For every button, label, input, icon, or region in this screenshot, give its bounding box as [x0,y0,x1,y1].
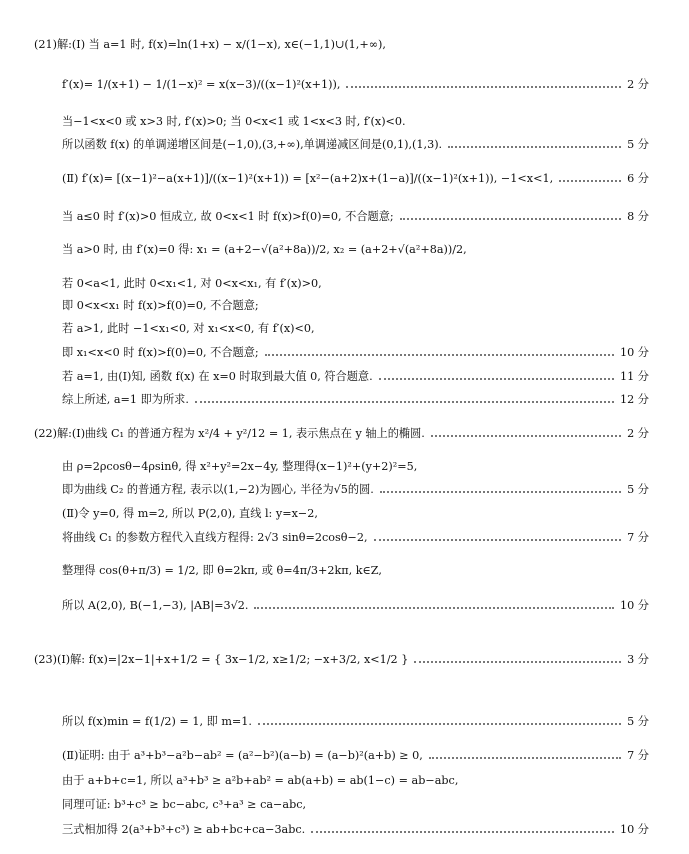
score-label: 6 分 [627,172,649,185]
line-text: 综上所述, a=1 即为所求. [62,393,189,406]
dot-leader [311,831,614,833]
line-text: 所以 A(2,0), B(−1,−3), |AB|=3√2. [62,599,249,612]
solution-line [62,391,649,407]
dot-leader [380,491,621,493]
line-text: 当 a>0 时, 由 f′(x)=0 得: x₁ = (a+2−√(a²+8a))/2, x₂ = (a+2+√(a²+8a))/2, [62,243,467,256]
score-label: 5 分 [627,138,649,151]
score-label: 5 分 [627,483,649,496]
score-label: 2 分 [627,78,649,91]
solution-line [62,76,649,92]
solution-line [62,320,641,336]
solution-line [62,796,641,812]
score-label: 2 分 [627,427,649,440]
score-label: 12 分 [620,393,649,406]
score-label: 10 分 [620,346,649,359]
line-text: 将曲线 C₁ 的参数方程代入直线方程得: 2√3 sinθ=2cosθ−2, [62,531,368,544]
dot-leader [414,661,621,663]
solution-line [62,597,649,613]
solution-line [34,651,649,667]
line-text: 当 a≤0 时 f′(x)>0 恒成立, 故 0<x<1 时 f(x)>f(0)=0, 不合题意; [62,210,394,223]
dot-leader [559,180,621,182]
dot-leader [400,218,621,220]
solution-line [62,275,641,291]
dot-leader [448,146,621,148]
solution-line [62,505,641,521]
solution-line [62,344,649,360]
solution-line [62,713,649,729]
line-text: 由于 a+b+c=1, 所以 a³+b³ ≥ a²b+ab² = ab(a+b) = ab(1−c) = ab−abc, [62,774,459,787]
score-label: 8 分 [627,210,649,223]
solution-line [62,368,649,384]
line-text: f′(x)= 1/(x+1) − 1/(1−x)² = x(x−3)/((x−1)²(x+1)), [62,77,341,91]
solution-line [62,821,649,837]
dot-leader [346,86,621,88]
solution-line [34,36,641,52]
line-text: (21)解:(Ⅰ) 当 a=1 时, f(x)=ln(1+x) − x/(1−x), x∈(−1,1)∪(1,+∞), [34,38,386,51]
score-label: 10 分 [620,599,649,612]
line-text: (Ⅱ)证明: 由于 a³+b³−a²b−ab² = (a²−b²)(a−b) = (a−b)²(a+b) ≥ 0, [62,749,423,762]
line-text: 同理可证: b³+c³ ≥ bc−abc, c³+a³ ≥ ca−abc, [62,798,307,811]
line-text: 若 a=1, 由(Ⅰ)知, 函数 f(x) 在 x=0 时取到最大值 0, 符合题意. [62,370,373,383]
solution-line [62,113,641,129]
score-label: 5 分 [627,715,649,728]
score-label: 10 分 [620,823,649,836]
solution-line [62,772,641,788]
dot-leader [431,435,621,437]
solution-line [62,208,649,224]
solution-line [62,170,649,186]
solution-line [62,297,641,313]
dot-leader [379,378,614,380]
solution-line [62,458,641,474]
line-text: (23)(Ⅰ)解: f(x)=|2x−1|+x+1/2 = { 3x−1/2, x≥1/2; −x+3/2, x<1/2 } [34,653,409,666]
line-text: 若 0<a<1, 此时 0<x₁<1, 对 0<x<x₁, 有 f′(x)>0, [62,277,322,290]
dot-leader [254,607,614,609]
line-text: (Ⅱ) f′(x)= [(x−1)²−a(x+1)]/((x−1)²(x+1)) = [x²−(a+2)x+(1−a)]/((x−1)²(x+1)), −1<x<1, [62,171,554,185]
line-text: 即 x₁<x<0 时 f(x)>f(0)=0, 不合题意; [62,346,259,359]
solution-line [62,747,649,763]
line-text: (Ⅱ)令 y=0, 得 m=2, 所以 P(2,0), 直线 l: y=x−2, [62,507,318,520]
line-text: 所以 f(x)min = f(1/2) = 1, 即 m=1. [62,715,252,728]
line-text: 若 a>1, 此时 −1<x₁<0, 对 x₁<x<0, 有 f′(x)<0, [62,322,315,335]
solution-line [62,481,649,497]
dot-leader [265,354,614,356]
dot-leader [429,757,621,759]
dot-leader [258,723,621,725]
score-label: 11 分 [620,370,649,383]
line-text: 即为曲线 C₂ 的普通方程, 表示以(1,−2)为圆心, 半径为√5的圆. [62,483,374,496]
solution-line [62,136,649,152]
line-text: 所以函数 f(x) 的单调递增区间是(−1,0),(3,+∞),单调递减区间是(0,1),(1,3). [62,138,443,151]
solution-line [62,241,641,257]
solution-line [62,562,641,578]
line-text: (22)解:(Ⅰ)曲线 C₁ 的普通方程为 x²/4 + y²/12 = 1, 表示焦点在 y 轴上的椭圆. [34,427,425,440]
line-text: 即 0<x<x₁ 时 f(x)>f(0)=0, 不合题意; [62,299,259,312]
line-text: 当−1<x<0 或 x>3 时, f′(x)>0; 当 0<x<1 或 1<x<3 时, f′(x)<0. [62,115,406,128]
score-label: 7 分 [627,749,649,762]
score-label: 3 分 [627,653,649,666]
solution-line [62,529,649,545]
score-label: 7 分 [627,531,649,544]
line-text: 三式相加得 2(a³+b³+c³) ≥ ab+bc+ca−3abc. [62,823,306,836]
dot-leader [195,401,614,403]
line-text: 由 ρ=2ρcosθ−4ρsinθ, 得 x²+y²=2x−4y, 整理得(x−1)²+(y+2)²=5, [62,460,418,473]
line-text: 整理得 cos(θ+π/3) = 1/2, 即 θ=2kπ, 或 θ=4π/3+2kπ, k∈Z, [62,564,382,577]
dot-leader [374,539,622,541]
solution-line [34,425,649,441]
